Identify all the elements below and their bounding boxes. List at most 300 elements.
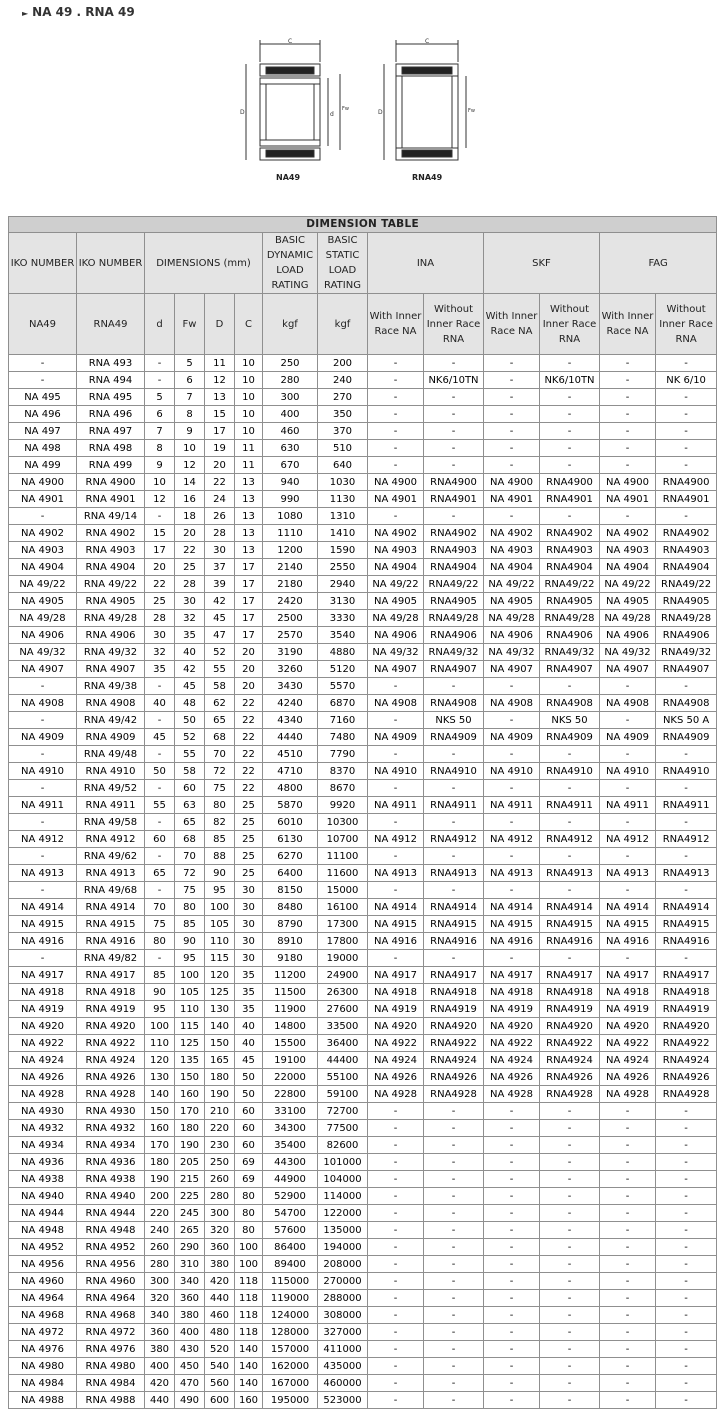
table-cell: RNA 4936 [77, 1154, 145, 1171]
table-cell: 15500 [263, 1035, 318, 1052]
table-cell: RNA 4911 [77, 797, 145, 814]
table-cell: 110 [175, 1001, 205, 1018]
table-cell: NA 4900 [600, 474, 656, 491]
table-cell: NKS 50 [424, 712, 484, 729]
table-cell: - [540, 1222, 600, 1239]
table-cell: 190 [145, 1171, 175, 1188]
table-cell: 5120 [318, 661, 368, 678]
table-row [9, 1171, 717, 1188]
table-cell: 460 [205, 1307, 235, 1324]
table-cell: RNA49/22 [656, 576, 717, 593]
table-cell: 470 [175, 1375, 205, 1392]
table-cell: 58 [175, 763, 205, 780]
table-cell: 8790 [263, 916, 318, 933]
table-cell: RNA49/32 [540, 644, 600, 661]
table-cell: RNA4926 [424, 1069, 484, 1086]
table-cell: - [9, 372, 77, 389]
subheader-cell: Without Inner Race RNA [540, 294, 600, 355]
table-cell: RNA4924 [424, 1052, 484, 1069]
table-row [9, 661, 717, 678]
table-cell: NA 4906 [368, 627, 424, 644]
table-cell: 82600 [318, 1137, 368, 1154]
table-cell: RNA 493 [77, 355, 145, 372]
table-row [9, 1239, 717, 1256]
table-cell: 6270 [263, 848, 318, 865]
table-cell: NA 4919 [9, 1001, 77, 1018]
table-cell: 86400 [263, 1239, 318, 1256]
table-cell: - [656, 1103, 717, 1120]
table-cell: 22 [235, 695, 263, 712]
table-cell: 115 [205, 950, 235, 967]
table-row [9, 763, 717, 780]
table-row [9, 372, 717, 389]
table-cell: 10 [235, 389, 263, 406]
table-cell: NA 4916 [368, 933, 424, 950]
table-cell: - [656, 1392, 717, 1409]
na49-d-outer-label: D [240, 109, 245, 116]
table-cell: 88 [205, 848, 235, 865]
table-cell: 7 [145, 423, 175, 440]
table-cell: NA 4916 [9, 933, 77, 950]
table-cell: RNA4914 [656, 899, 717, 916]
table-cell: 3260 [263, 661, 318, 678]
table-cell: NA 49/22 [368, 576, 424, 593]
table-cell: - [424, 1103, 484, 1120]
table-cell: - [484, 678, 540, 695]
table-cell: NA 4956 [9, 1256, 77, 1273]
table-cell: 2420 [263, 593, 318, 610]
table-cell: 20 [145, 559, 175, 576]
table-cell: - [656, 746, 717, 763]
rna49-drawing [378, 38, 475, 182]
table-cell: 140 [145, 1086, 175, 1103]
table-cell: 180 [145, 1154, 175, 1171]
subheader-cell: Without Inner Race RNA [424, 294, 484, 355]
table-cell: - [9, 746, 77, 763]
table-cell: 360 [145, 1324, 175, 1341]
table-cell: NA 4902 [600, 525, 656, 542]
table-cell: RNA4919 [540, 1001, 600, 1018]
table-cell: - [540, 1103, 600, 1120]
table-cell: 101000 [318, 1154, 368, 1171]
table-cell: 124000 [263, 1307, 318, 1324]
table-cell: - [484, 950, 540, 967]
table-cell: - [540, 457, 600, 474]
table-cell: 6870 [318, 695, 368, 712]
table-cell: RNA 49/42 [77, 712, 145, 729]
table-cell: 128000 [263, 1324, 318, 1341]
table-cell: NA 4912 [9, 831, 77, 848]
table-cell: 52900 [263, 1188, 318, 1205]
table-cell: NA 498 [9, 440, 77, 457]
table-cell: - [484, 1222, 540, 1239]
table-cell: NA 4938 [9, 1171, 77, 1188]
table-cell: 150 [205, 1035, 235, 1052]
table-cell: NA 4904 [9, 559, 77, 576]
table-row [9, 1290, 717, 1307]
table-cell: RNA 4934 [77, 1137, 145, 1154]
table-cell: RNA 495 [77, 389, 145, 406]
table-row [9, 1307, 717, 1324]
table-cell: 290 [175, 1239, 205, 1256]
table-cell: - [484, 712, 540, 729]
table-row [9, 1392, 717, 1409]
table-cell: - [484, 1188, 540, 1205]
table-row [9, 644, 717, 661]
table-cell: - [9, 882, 77, 899]
table-cell: RNA 4901 [77, 491, 145, 508]
table-cell: NA 4905 [600, 593, 656, 610]
table-cell: 440 [145, 1392, 175, 1409]
table-cell: - [9, 814, 77, 831]
table-cell: 420 [145, 1375, 175, 1392]
table-cell: NA 4918 [368, 984, 424, 1001]
table-cell: RNA4903 [540, 542, 600, 559]
table-cell: 300 [145, 1273, 175, 1290]
table-cell: - [368, 1171, 424, 1188]
table-cell: NA 4914 [368, 899, 424, 916]
table-row [9, 474, 717, 491]
table-cell: 120 [205, 967, 235, 984]
table-cell: - [600, 1341, 656, 1358]
table-row [9, 423, 717, 440]
table-cell: 50 [175, 712, 205, 729]
table-cell: RNA4904 [424, 559, 484, 576]
table-cell: 300 [205, 1205, 235, 1222]
table-cell: NA 4914 [484, 899, 540, 916]
table-cell: 75 [205, 780, 235, 797]
table-cell: 250 [205, 1154, 235, 1171]
table-cell: RNA 49/22 [77, 576, 145, 593]
table-cell: 26300 [318, 984, 368, 1001]
table-cell: 42 [205, 593, 235, 610]
page-title [22, 5, 135, 19]
table-cell: RNA4905 [540, 593, 600, 610]
table-cell: RNA 496 [77, 406, 145, 423]
table-cell: - [600, 1171, 656, 1188]
rna49-c-label: C [425, 38, 430, 45]
table-cell: 24900 [318, 967, 368, 984]
table-cell: 34300 [263, 1120, 318, 1137]
table-cell: - [424, 1205, 484, 1222]
table-cell: NA 497 [9, 423, 77, 440]
table-cell: 380 [205, 1256, 235, 1273]
table-cell: 400 [145, 1358, 175, 1375]
table-cell: NA 4900 [368, 474, 424, 491]
table-cell: RNA 49/52 [77, 780, 145, 797]
table-cell: - [424, 355, 484, 372]
table-cell: NA 4968 [9, 1307, 77, 1324]
table-cell: 17300 [318, 916, 368, 933]
table-cell: 280 [145, 1256, 175, 1273]
table-cell: 125 [205, 984, 235, 1001]
table-cell: 85 [145, 967, 175, 984]
table-cell: - [484, 1307, 540, 1324]
table-cell: 245 [175, 1205, 205, 1222]
table-cell: 11900 [263, 1001, 318, 1018]
table-cell: 130 [205, 1001, 235, 1018]
table-cell: RNA 49/28 [77, 610, 145, 627]
table-cell: - [368, 712, 424, 729]
table-cell: 990 [263, 491, 318, 508]
table-cell: - [368, 1188, 424, 1205]
table-cell: NA 4922 [368, 1035, 424, 1052]
table-cell: 80 [175, 899, 205, 916]
table-cell: NA 4901 [9, 491, 77, 508]
table-cell: - [424, 814, 484, 831]
table-cell: 140 [235, 1375, 263, 1392]
table-cell: 360 [175, 1290, 205, 1307]
table-cell: RNA 494 [77, 372, 145, 389]
table-cell: 480 [205, 1324, 235, 1341]
table-cell: NA 4913 [9, 865, 77, 882]
table-cell: - [145, 848, 175, 865]
table-cell: - [484, 1239, 540, 1256]
table-cell: NA 4902 [9, 525, 77, 542]
table-cell: - [600, 1120, 656, 1137]
table-cell: RNA 4938 [77, 1171, 145, 1188]
table-cell: 100 [145, 1018, 175, 1035]
table-cell: RNA4904 [656, 559, 717, 576]
table-cell: NA 4912 [600, 831, 656, 848]
table-cell: - [600, 882, 656, 899]
table-cell: RNA 4909 [77, 729, 145, 746]
table-cell: 1410 [318, 525, 368, 542]
table-cell: 12 [205, 372, 235, 389]
table-cell: RNA 4964 [77, 1290, 145, 1307]
table-cell: - [540, 1290, 600, 1307]
table-cell: 48 [175, 695, 205, 712]
table-cell: NA 4901 [368, 491, 424, 508]
table-cell: NA 4972 [9, 1324, 77, 1341]
table-cell: 10 [235, 355, 263, 372]
subheader-cell: D [205, 294, 235, 355]
table-cell: 420 [205, 1273, 235, 1290]
table-cell: RNA4920 [540, 1018, 600, 1035]
table-cell: 11 [235, 457, 263, 474]
na49-c-label: C [288, 38, 293, 45]
table-cell: 20 [235, 661, 263, 678]
table-cell: RNA4900 [424, 474, 484, 491]
table-cell: NA 4907 [9, 661, 77, 678]
table-cell: 68 [175, 831, 205, 848]
table-cell: 165 [205, 1052, 235, 1069]
table-cell: NA 4908 [484, 695, 540, 712]
table-cell: 940 [263, 474, 318, 491]
table-cell: - [484, 882, 540, 899]
table-cell: - [600, 950, 656, 967]
table-cell: - [540, 406, 600, 423]
table-cell: 215 [175, 1171, 205, 1188]
table-cell: NK6/10TN [540, 372, 600, 389]
table-cell: - [540, 1154, 600, 1171]
table-cell: 80 [145, 933, 175, 950]
table-cell: 200 [145, 1188, 175, 1205]
table-cell: NA 4910 [484, 763, 540, 780]
table-row [9, 593, 717, 610]
table-cell: 670 [263, 457, 318, 474]
table-cell: NA 4918 [9, 984, 77, 1001]
table-cell: NA 4900 [9, 474, 77, 491]
table-cell: 50 [235, 1069, 263, 1086]
table-cell: 260 [205, 1171, 235, 1188]
table-cell: NA 4922 [9, 1035, 77, 1052]
table-cell: 95 [205, 882, 235, 899]
table-row [9, 916, 717, 933]
table-cell: 22 [205, 474, 235, 491]
table-cell: - [484, 440, 540, 457]
table-cell: - [484, 508, 540, 525]
table-row [9, 1341, 717, 1358]
table-cell: - [424, 1273, 484, 1290]
table-cell: - [484, 457, 540, 474]
table-cell: RNA4917 [540, 967, 600, 984]
table-row [9, 610, 717, 627]
table-cell: NA 4980 [9, 1358, 77, 1375]
table-cell: 30 [235, 916, 263, 933]
table-cell: NA 4906 [484, 627, 540, 644]
na49-fw-label: Fw [342, 106, 349, 112]
table-cell: 4510 [263, 746, 318, 763]
table-cell: RNA4906 [540, 627, 600, 644]
table-cell: - [484, 355, 540, 372]
table-cell: 270 [318, 389, 368, 406]
table-cell: - [424, 389, 484, 406]
table-cell: - [600, 1307, 656, 1324]
table-cell: NA 4920 [484, 1018, 540, 1035]
table-cell: 22 [235, 712, 263, 729]
table-cell: RNA4911 [540, 797, 600, 814]
table-cell: 52 [175, 729, 205, 746]
table-cell: RNA49/32 [656, 644, 717, 661]
subheader-cell: C [235, 294, 263, 355]
table-cell: 360 [205, 1239, 235, 1256]
table-cell: - [145, 508, 175, 525]
subheader-cell: With Inner Race NA [600, 294, 656, 355]
table-row [9, 542, 717, 559]
table-cell: 200 [318, 355, 368, 372]
table-cell: - [424, 457, 484, 474]
table-cell: RNA 4920 [77, 1018, 145, 1035]
table-cell: NA 4924 [9, 1052, 77, 1069]
table-row [9, 729, 717, 746]
table-row [9, 1052, 717, 1069]
table-row [9, 695, 717, 712]
table-cell: NA 4905 [484, 593, 540, 610]
table-cell: 80 [205, 797, 235, 814]
table-cell: 2180 [263, 576, 318, 593]
table-cell: - [424, 1154, 484, 1171]
table-cell: RNA4918 [424, 984, 484, 1001]
table-cell: NA 495 [9, 389, 77, 406]
table-cell: RNA 4928 [77, 1086, 145, 1103]
table-cell: NA 4904 [600, 559, 656, 576]
table-cell: NA 4988 [9, 1392, 77, 1409]
table-cell: - [484, 1392, 540, 1409]
table-cell: - [145, 372, 175, 389]
table-cell: 60 [235, 1120, 263, 1137]
table-cell: RNA4922 [540, 1035, 600, 1052]
table-cell: RNA4916 [424, 933, 484, 950]
table-cell: - [145, 882, 175, 899]
table-cell: NA 4901 [600, 491, 656, 508]
table-cell: - [540, 1188, 600, 1205]
table-cell: RNA4912 [656, 831, 717, 848]
table-cell: 10 [175, 440, 205, 457]
table-cell: - [368, 1273, 424, 1290]
table-cell: - [424, 1358, 484, 1375]
table-cell: 65 [205, 712, 235, 729]
table-cell: - [484, 423, 540, 440]
table-cell: NA 49/32 [368, 644, 424, 661]
table-cell: - [540, 440, 600, 457]
table-cell: - [656, 1188, 717, 1205]
table-cell: 411000 [318, 1341, 368, 1358]
table-cell: 45 [205, 610, 235, 627]
table-cell: 30 [235, 882, 263, 899]
table-cell: - [540, 1120, 600, 1137]
rna49-label: RNA49 [412, 173, 443, 182]
table-cell: 308000 [318, 1307, 368, 1324]
table-cell: - [368, 1154, 424, 1171]
table-cell: - [368, 1375, 424, 1392]
table-cell: - [600, 1273, 656, 1290]
table-cell: NA 49/28 [484, 610, 540, 627]
table-cell: RNA 4912 [77, 831, 145, 848]
table-cell: NA 4912 [484, 831, 540, 848]
table-cell: 33500 [318, 1018, 368, 1035]
table-cell: - [368, 372, 424, 389]
table-row [9, 967, 717, 984]
table-cell: 9 [175, 423, 205, 440]
table-cell: - [484, 406, 540, 423]
table-cell: RNA 49/62 [77, 848, 145, 865]
table-cell: 11 [205, 355, 235, 372]
table-cell: RNA 4956 [77, 1256, 145, 1273]
table-cell: - [368, 389, 424, 406]
table-cell: 119000 [263, 1290, 318, 1307]
table-cell: NA 4908 [600, 695, 656, 712]
table-cell: RNA4901 [424, 491, 484, 508]
table-cell: - [484, 1358, 540, 1375]
table-cell: RNA4908 [656, 695, 717, 712]
table-cell: 210 [205, 1103, 235, 1120]
table-cell: 30 [235, 899, 263, 916]
table-cell: RNA 4906 [77, 627, 145, 644]
table-cell: 10 [235, 372, 263, 389]
table-row [9, 831, 717, 848]
table-cell: - [656, 1375, 717, 1392]
table-cell: - [656, 440, 717, 457]
table-cell: - [540, 1137, 600, 1154]
table-cell: 16 [175, 491, 205, 508]
table-cell: NA 4919 [368, 1001, 424, 1018]
table-cell: - [600, 1205, 656, 1222]
table-cell: - [424, 1324, 484, 1341]
na49-d-inner-label: d [330, 111, 334, 118]
table-cell: RNA4910 [656, 763, 717, 780]
table-row [9, 984, 717, 1001]
table-cell: 6 [145, 406, 175, 423]
table-cell: - [484, 1375, 540, 1392]
table-cell: - [656, 406, 717, 423]
table-cell: 1200 [263, 542, 318, 559]
table-cell: - [600, 1222, 656, 1239]
rna49-d-outer-label: D [378, 109, 383, 116]
table-cell: 114000 [318, 1188, 368, 1205]
table-cell: 300 [263, 389, 318, 406]
table-cell: 180 [175, 1120, 205, 1137]
